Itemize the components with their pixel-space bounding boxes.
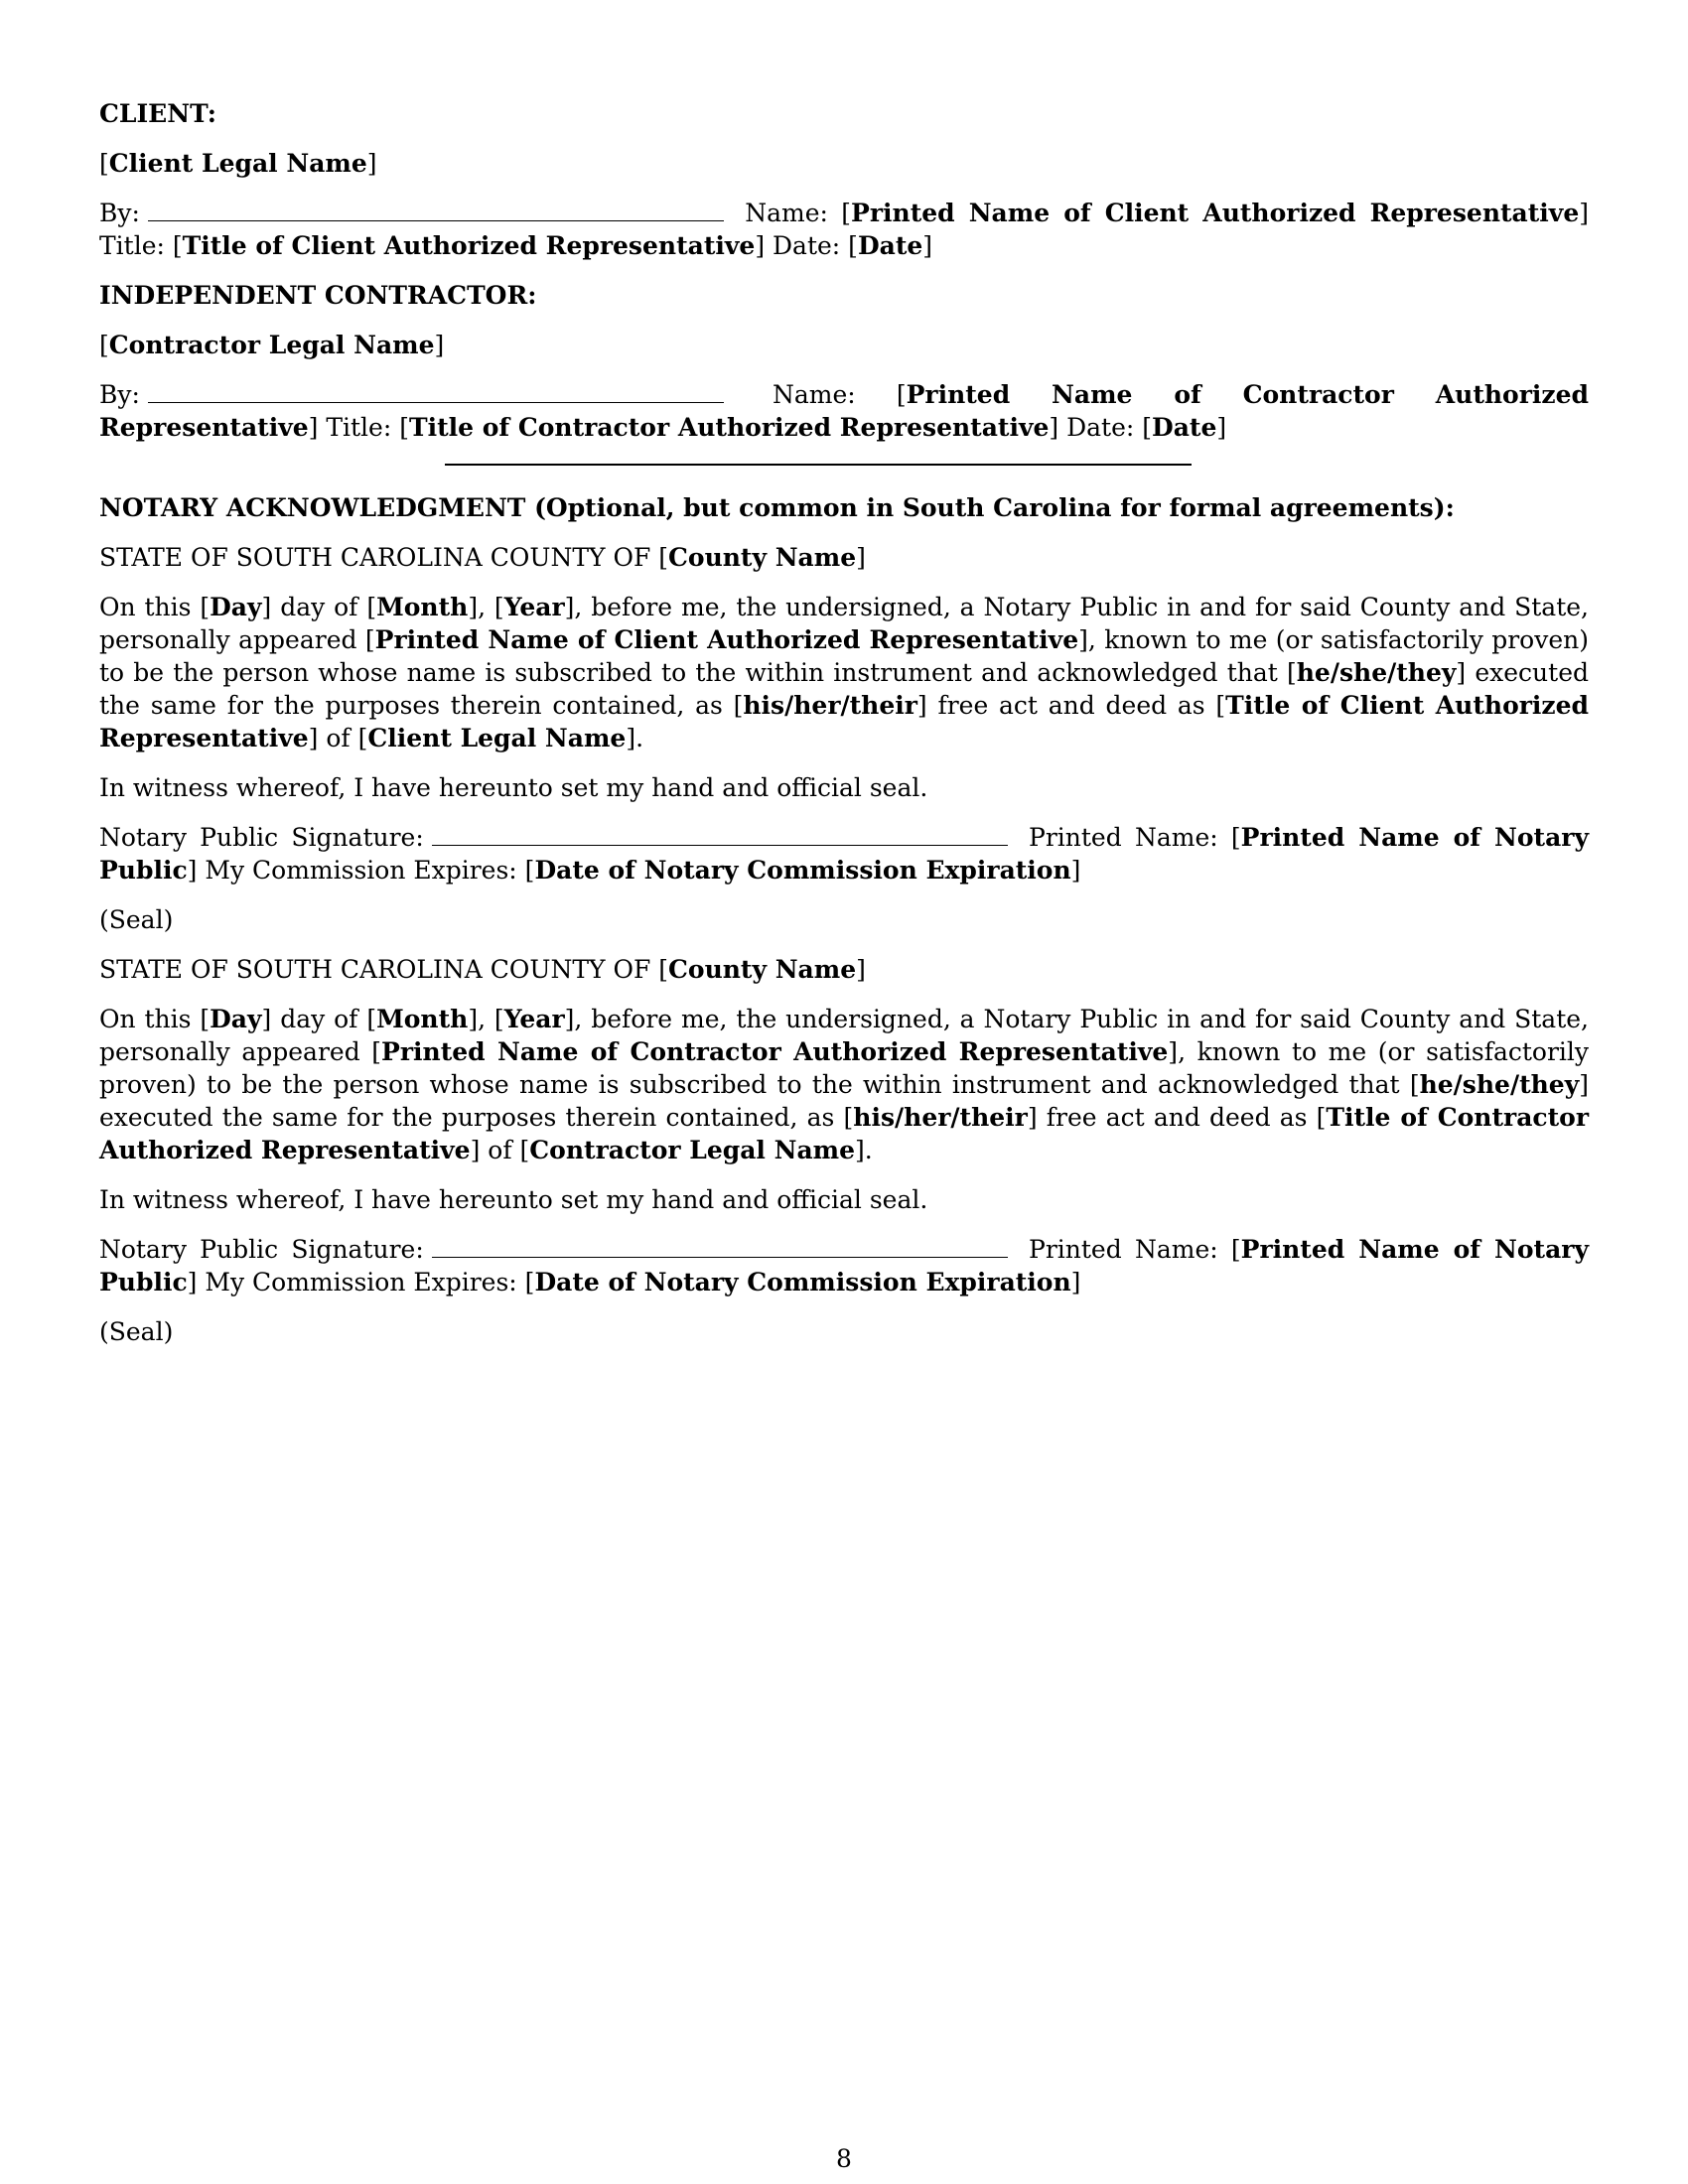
contractor-notary-signature-line[interactable] — [432, 1233, 1008, 1258]
contractor-notary-witness: In witness whereof, I have hereunto set my hand and official seal. — [99, 1185, 928, 1214]
contractor-signature-line[interactable] — [148, 378, 724, 403]
client-notary-signature-block: Notary Public Signature: Printed Name: [Printed Name of Notary Public] My Commission Expires: [Date of Notary Commission Expiration] — [99, 823, 1589, 885]
section-divider — [445, 464, 1192, 466]
document-body — [99, 97, 1589, 1365]
contractor-notary-statement: On this [Day] day of [Month], [Year], before me, the undersigned, a Notary Public in and for said County and State, personally appeared [Printed Name of Contractor Authorized Representative], known to me (or satisfactorily proven) to be the person whose name is subscribed to the within instrument and acknowledged that [he/she/they] executed the same for the purposes therein contained, as [his/her/their] free act and deed as [Title of Contractor Authorized Representative] of [Contractor Legal Name]. — [99, 1005, 1590, 1164]
client-notary-state-county: STATE OF SOUTH CAROLINA COUNTY OF [County Name] — [99, 543, 866, 572]
page-number: 8 — [836, 2144, 852, 2173]
contractor-heading: INDEPENDENT CONTRACTOR: — [99, 281, 537, 310]
client-notary-witness: In witness whereof, I have hereunto set my hand and official seal. — [99, 773, 928, 802]
client-notary-statement: On this [Day] day of [Month], [Year], before me, the undersigned, a Notary Public in and for said County and State, personally appeared [Printed Name of Client Authorized Representative], known to me (or satisfactorily proven) to be the person whose name is subscribed to the within instrument and acknowledged that [he/she/they] executed the same for the purposes therein contained, as [his/her/their] free act and deed as [Title of Client Authorized Representative] of [Client Legal Name]. — [99, 593, 1590, 752]
client-legal-name: [Client Legal Name] — [99, 149, 377, 178]
contractor-signature-block: By: Name: [Printed Name of Contractor Authorized Representative] Title: [Title of Contractor Authorized Representative] Date: [Date] — [99, 380, 1589, 442]
contractor-notary-seal: (Seal) — [99, 1317, 174, 1346]
contractor-legal-name: [Contractor Legal Name] — [99, 331, 445, 359]
contractor-notary-signature-block: Notary Public Signature: Printed Name: [Printed Name of Notary Public] My Commission Expires: [Date of Notary Commission Expiration] — [99, 1235, 1589, 1297]
contractor-notary-state-county: STATE OF SOUTH CAROLINA COUNTY OF [County Name] — [99, 955, 866, 984]
client-signature-line[interactable] — [148, 197, 724, 221]
client-heading: CLIENT: — [99, 99, 217, 128]
client-notary-signature-line[interactable] — [432, 821, 1008, 846]
client-notary-seal: (Seal) — [99, 905, 174, 934]
client-signature-block: By: Name: [Printed Name of Client Authorized Representative] Title: [Title of Client Authorized Representative] Date: [Date] — [99, 199, 1589, 260]
notary-heading: NOTARY ACKNOWLEDGMENT (Optional, but common in South Carolina for formal agreements): — [99, 493, 1455, 522]
